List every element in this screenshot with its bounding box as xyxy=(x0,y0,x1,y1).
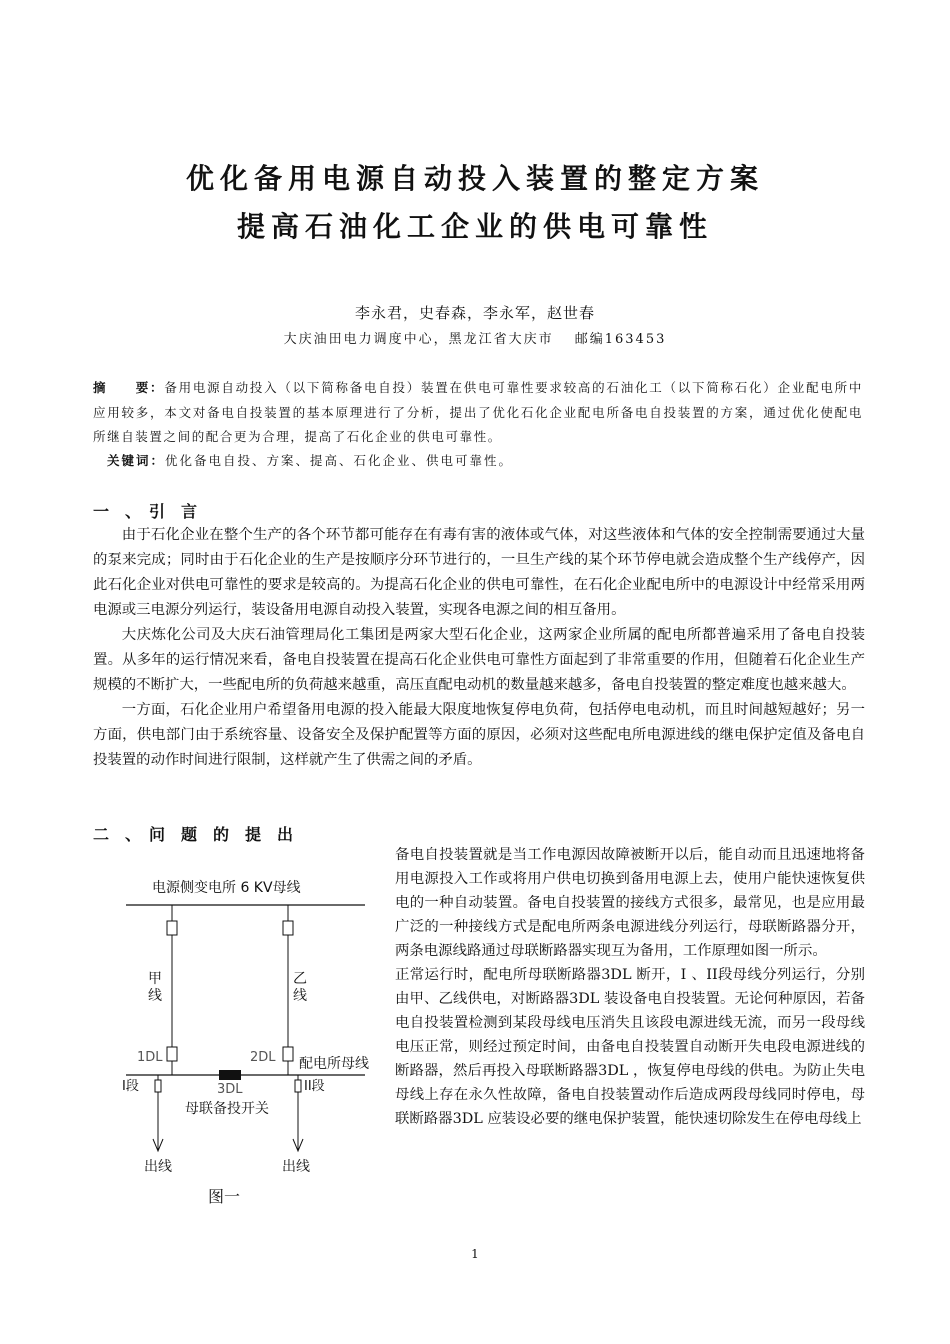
section-2-label: II段 xyxy=(304,1079,325,1094)
keywords-label: 关键词： xyxy=(107,453,166,468)
section-1-label: I段 xyxy=(122,1079,139,1094)
keywords-text: 优化备电自投、方案、提高、石化企业、供电可靠性。 xyxy=(165,453,514,468)
breaker-2dl-label: 2DL xyxy=(250,1050,276,1065)
top-bus-label: 电源侧变电所 6 KV母线 xyxy=(152,880,301,896)
section-2-body xyxy=(395,843,865,1131)
outlet-2-label: 出线 xyxy=(282,1159,310,1175)
section-1-heading: 一 、 引 言 xyxy=(93,502,198,521)
affiliation: 大庆油田电力调度中心，黑龙江省大庆市 邮编163453 xyxy=(283,332,667,347)
outlet-1-switch xyxy=(155,1080,161,1092)
figure-caption: 图一 xyxy=(208,1187,241,1206)
breaker-3dl-label: 3DL xyxy=(217,1082,243,1097)
abstract xyxy=(93,376,863,450)
abstract-label: 摘 要： xyxy=(93,380,165,395)
line-b-switch xyxy=(283,921,293,935)
breaker-2dl xyxy=(283,1047,293,1061)
paragraph: 正常运行时，配电所母联断路器3DL 断开，Ⅰ 、II段母线分列运行，分别由甲、乙线供电，对断路器3DL 装设备电自投装置。无论何种原因，若备电自投装置检测到某段母线电压消失且该段电源进线无流，而另一段母线电压正常，则经过预定时间，由备电自投装置自动断开失电段电源进线的断路器，然后再投入母联断路器3DL ，恢复停电母线的供电。为防止失电母线上存在永久性故障，备电自投装置动作后造成两段母线同时停电，母联断路器3DL 应装设必要的继电保护装置，能快速切除发生在停电母线上 xyxy=(395,967,865,1127)
paragraph: 大庆炼化公司及大庆石油管理局化工集团是两家大型石化企业，这两家企业所属的配电所都普遍采用了备电自投装置。从多年的运行情况来看，备电自投装置在提高石化企业供电可靠性方面起到了非常重要的作用，但随着石化企业生产规模的不断扩大，一些配电所的负荷越来越重，高压直配电动机的数量越来越多，备电自投装置的整定难度也越来越大。 xyxy=(93,627,865,693)
paragraph: 一方面，石化企业用户希望备用电源的投入能最大限度地恢复停电负荷，包括停电电动机，而且时间越短越好；另一方面，供电部门由于系统容量、设备安全及保护配置等方面的原因，必须对这些配电所电源进线的继电保护定值及备电自投装置的动作时间进行限制，这样就产生了供需之间的矛盾。 xyxy=(93,702,865,768)
line-a-switch xyxy=(167,921,177,935)
line-b-label-1: 乙 xyxy=(293,971,307,987)
bus-label: 配电所母线 xyxy=(299,1056,369,1072)
line-b-label-2: 线 xyxy=(293,988,307,1004)
breaker-1dl-label: 1DL xyxy=(137,1050,163,1065)
breaker-3dl xyxy=(219,1070,241,1080)
section-1-body xyxy=(93,523,865,773)
authors: 李永君，史春森，李永军，赵世春 xyxy=(354,304,595,322)
outlet-2-switch xyxy=(295,1080,301,1092)
line-a-label-2: 线 xyxy=(148,988,162,1004)
page-number: 1 xyxy=(471,1247,479,1261)
outlet-1-label: 出线 xyxy=(144,1159,172,1175)
section-2-heading: 二 、 问 题 的 提 出 xyxy=(93,825,294,844)
tie-label: 母联备投开关 xyxy=(185,1101,269,1117)
figure-circuit-diagram xyxy=(110,870,385,1210)
keywords xyxy=(107,451,513,469)
paragraph: 由于石化企业在整个生产的各个环节都可能存在有毒有害的液体或气体，对这些液体和气体的安全控制需要通过大量的泵来完成；同时由于石化企业的生产是按顺序分环节进行的，一旦生产线的某个环节停电就会造成整个生产线停产，因此石化企业对供电可靠性的要求是较高的。为提高石化企业的供电可靠性，在石化企业配电所中的电源设计中经常采用两电源或三电源分列运行，装设备用电源自动投入装置，实现各电源之间的相互备用。 xyxy=(93,527,865,618)
title-line-2: 提高石油化工企业的供电可靠性 xyxy=(236,210,713,243)
title-line-1: 优化备用电源自动投入装置的整定方案 xyxy=(185,162,764,195)
line-a-label-1: 甲 xyxy=(148,971,162,987)
abstract-text: 备用电源自动投入（以下简称备电自投）装置在供电可靠性要求较高的石油化工（以下简称石化）企业配电所中应用较多，本文对备电自投装置的基本原理进行了分析，提出了优化石化企业配电所备电自投装置的方案，通过优化使配电所继自装置之间的配合更为合理，提高了石化企业的供电可靠性。 xyxy=(93,380,863,444)
paragraph: 备电自投装置就是当工作电源因故障被断开以后，能自动而且迅速地将备用电源投入工作或将用户供电切换到备用电源上去，使用户能快速恢复供电的一种自动装置。备电自投装置的接线方式很多，最常见，也是应用最广泛的一种接线方式是配电所两条电源进线分列运行，母联断路器分开，两条电源线路通过母联断路器实现互为备用，工作原理如图一所示。 xyxy=(395,847,865,959)
breaker-1dl xyxy=(167,1047,177,1061)
